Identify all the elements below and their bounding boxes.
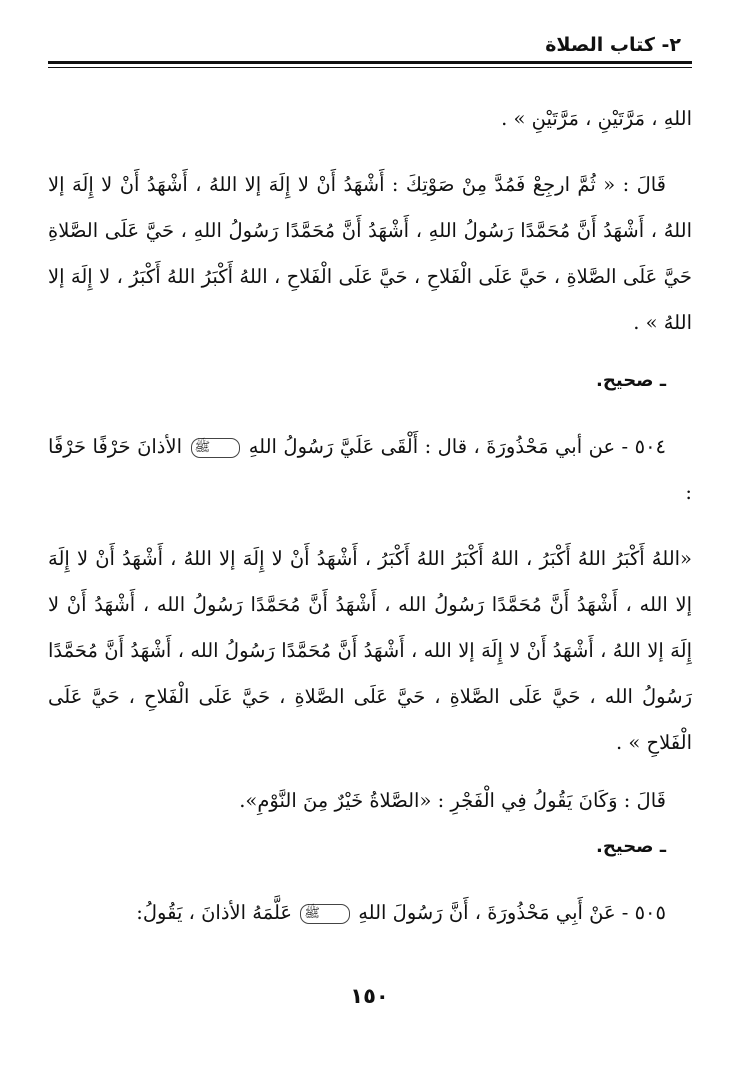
salawat-glyph: ﷺ [300, 904, 350, 924]
page-body [48, 96, 692, 936]
header-rule-thick [48, 61, 692, 64]
fajr-paragraph: قَالَ : وَكَانَ يَقُولُ فِي الْفَجْرِ : «الصَّلاةُ خَيْرٌ مِنَ النَّوْمِ». [239, 789, 666, 812]
header-rule-thin [48, 67, 692, 68]
adhan-text-paragraph: «اللهُ أَكْبَرُ اللهُ أَكْبَرُ ، اللهُ أَكْبَرُ اللهُ أَكْبَرُ ، أَشْهَدُ أَنْ لا إِلَهَ إلا اللهُ ، أَشْهَدُ أَنْ لا إِلَهَ إلا الله ، أَشْهَدُ أَنَّ مُحَمَّدًا رَسُولُ الله ، أَشْهَدُ أَنَّ مُحَمَّدًا رَسُولُ الله ، أَشْهَدُ أَنْ لا إِلَهَ إلا اللهُ ، أَشْهَدُ أَنْ لا إِلَهَ إلا الله ، أَشْهَدُ أَنَّ مُحَمَّدًا رَسُولُ الله ، أَشْهَدُ أَنَّ مُحَمَّدًا رَسُولُ الله ، حَيَّ عَلَى الصَّلاةِ ، حَيَّ عَلَى الصَّلاةِ ، حَيَّ عَلَى الْفَلاحِ ، حَيَّ عَلَى الْفَلاحِ » . [48, 547, 692, 754]
hadith-504-intro: ٥٠٤ - عن أبي مَحْذُورَةَ ، قال : أَلْقَى عَلَيَّ رَسُولُ اللهِ [248, 435, 667, 458]
hadith-505-intro: ٥٠٥ - عَنْ أَبِي مَحْذُورَةَ ، أَنَّ رَسُولَ اللهِ [358, 901, 666, 924]
continuation-paragraph: اللهِ ، مَرَّتَيْنِ ، مَرَّتَيْنِ » . [501, 107, 692, 130]
page-number: ١٥٠ [350, 984, 389, 1008]
hadith-505-end: عَلَّمَهُ الأذانَ ، يَقُولُ: [136, 901, 293, 924]
salawat-glyph: ﷺ [191, 438, 241, 458]
grading-label: ـ صحيح. [596, 370, 666, 391]
hadith-504-end: الأذانَ حَرْفًا حَرْفًا : [48, 435, 692, 504]
hadith-504 [48, 424, 692, 516]
adhan-return-paragraph: قَالَ : « ثُمَّ ارجِعْ فَمُدَّ مِنْ صَوْتِكَ : أَشْهَدُ أَنْ لا إِلَهَ إلا اللهُ ، أَشْهَدُ أَنْ لا إِلَهَ إلا اللهُ ، أَشْهَدُ أَنَّ مُحَمَّدًا رَسُولُ اللهِ ، أَشْهَدُ أَنَّ مُحَمَّدًا رَسُولُ اللهِ ، حَيَّ عَلَى الصَّلاةِ حَيَّ عَلَى الصَّلاةِ ، حَيَّ عَلَى الْفَلاحِ ، حَيَّ عَلَى الْفَلاحِ ، اللهُ أَكْبَرُ اللهُ أَكْبَرُ ، لا إِلَهَ إلا اللهُ » . [48, 173, 692, 334]
hadith-505 [48, 890, 692, 936]
running-header: ٢- كتاب الصلاة [545, 34, 681, 56]
grading-label: ـ صحيح. [596, 836, 666, 857]
